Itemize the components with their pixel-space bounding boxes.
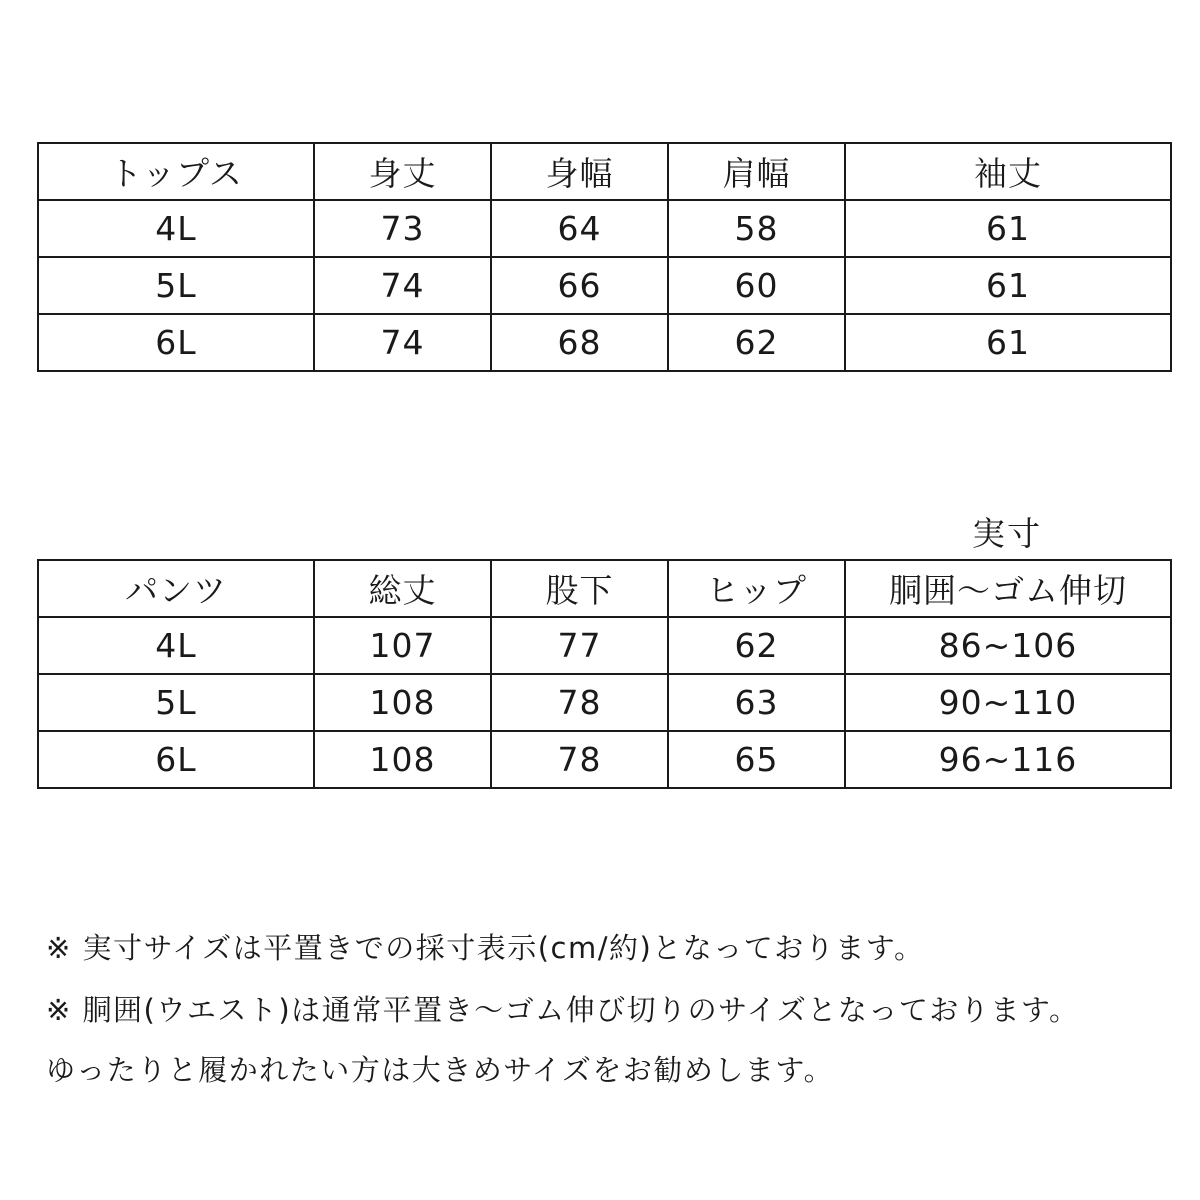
- value-cell: 61: [845, 200, 1171, 257]
- header-cell: 胴囲〜ゴム伸切: [845, 560, 1171, 617]
- value-cell: 96~116: [845, 731, 1171, 788]
- size-cell: 6L: [38, 314, 314, 371]
- header-cell: パンツ: [38, 560, 314, 617]
- value-cell: 77: [491, 617, 668, 674]
- value-cell: 61: [845, 257, 1171, 314]
- header-cell: 身幅: [491, 143, 668, 200]
- header-cell: 総丈: [314, 560, 491, 617]
- value-cell: 63: [668, 674, 845, 731]
- value-cell: 62: [668, 314, 845, 371]
- value-cell: 66: [491, 257, 668, 314]
- header-cell: 身丈: [314, 143, 491, 200]
- table-row: [38, 617, 1171, 674]
- value-cell: 108: [314, 731, 491, 788]
- value-cell: 64: [491, 200, 668, 257]
- value-cell: 107: [314, 617, 491, 674]
- value-cell: 73: [314, 200, 491, 257]
- waist-note: ※ 胴囲(ウエスト)は通常平置き〜ゴム伸び切りのサイズとなっております。: [46, 993, 1080, 1027]
- table-header-row: [38, 143, 1171, 200]
- value-cell: 78: [491, 731, 668, 788]
- value-cell: 68: [491, 314, 668, 371]
- value-cell: 74: [314, 257, 491, 314]
- value-cell: 108: [314, 674, 491, 731]
- value-cell: 58: [668, 200, 845, 257]
- value-cell: 65: [668, 731, 845, 788]
- header-cell: 袖丈: [845, 143, 1171, 200]
- header-cell: 股下: [491, 560, 668, 617]
- pants-size-table: [37, 559, 1172, 789]
- sizing-advice-note: ゆったりと履かれたい方は大きめサイズをお勧めします。: [46, 1053, 835, 1087]
- size-cell: 6L: [38, 731, 314, 788]
- header-cell: ヒップ: [668, 560, 845, 617]
- header-cell: 肩幅: [668, 143, 845, 200]
- size-cell: 5L: [38, 257, 314, 314]
- size-cell: 5L: [38, 674, 314, 731]
- size-cell: 4L: [38, 200, 314, 257]
- measurement-note: ※ 実寸サイズは平置きでの採寸表示(cm/約)となっております。: [46, 931, 925, 965]
- unit-label: 実寸: [972, 514, 1042, 553]
- header-cell: トップス: [38, 143, 314, 200]
- size-cell: 4L: [38, 617, 314, 674]
- value-cell: 86~106: [845, 617, 1171, 674]
- value-cell: 78: [491, 674, 668, 731]
- table-row: [38, 731, 1171, 788]
- table-row: [38, 314, 1171, 371]
- table-row: [38, 200, 1171, 257]
- value-cell: 60: [668, 257, 845, 314]
- table-row: [38, 674, 1171, 731]
- tops-size-table: [37, 142, 1172, 372]
- value-cell: 74: [314, 314, 491, 371]
- value-cell: 90~110: [845, 674, 1171, 731]
- value-cell: 62: [668, 617, 845, 674]
- table-header-row: [38, 560, 1171, 617]
- value-cell: 61: [845, 314, 1171, 371]
- table-row: [38, 257, 1171, 314]
